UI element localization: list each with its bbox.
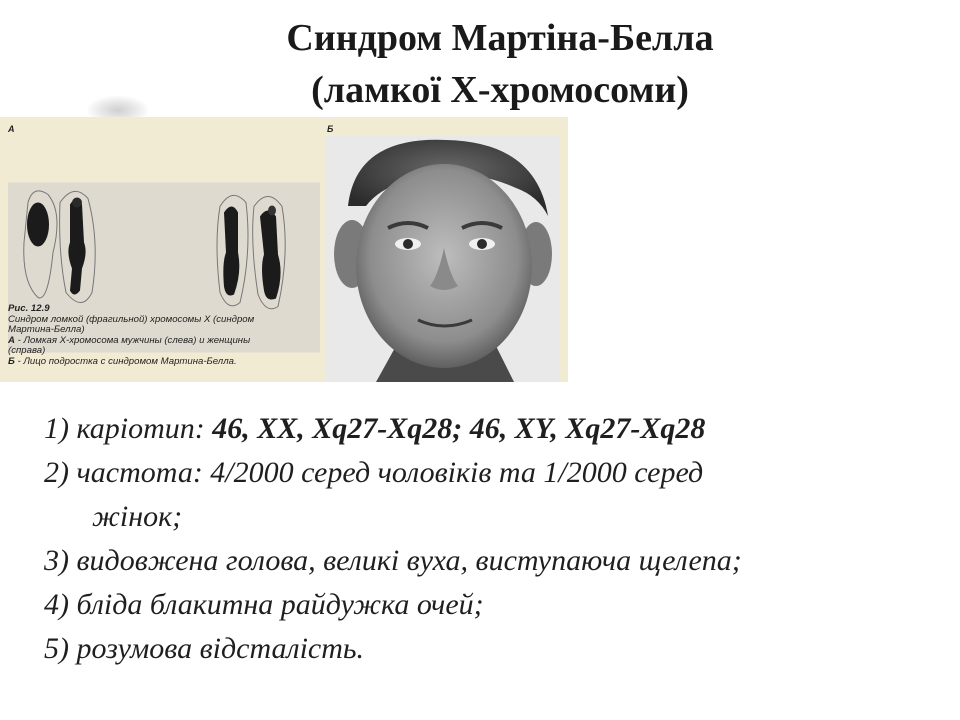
caption-line-6-letter: Б (8, 355, 15, 367)
karyotype-label: 1) каріотип: (44, 412, 213, 445)
karyotype-value: 46, XX, Xq27-Xq28; 46, XY, Xq27-Xq28 (212, 412, 706, 445)
caption-figure-number: Рис. 12.9 (8, 303, 50, 314)
list-item-frequency-continued: жінок; (92, 500, 183, 533)
chromosome-fragile-site-2 (268, 206, 276, 216)
caption-line-4 (8, 336, 326, 347)
slide-title-line-1: Синдром Мартіна-Белла (286, 17, 714, 59)
left-pupil (403, 239, 413, 249)
slide-title-line-2: (ламкої Х-хромосоми) (311, 69, 689, 111)
list-item-eye-features: 4) бліда блакитна райдужка очей; (44, 588, 484, 621)
caption-line-5: (справа) (8, 345, 46, 357)
figure-caption (8, 304, 326, 368)
right-pupil (477, 239, 487, 249)
list-item-frequency: 2) частота: 4/2000 серед чоловіків та 1/2000 серед (44, 456, 704, 489)
panel-label-a: А (8, 124, 15, 134)
syndrome-features-list (44, 407, 944, 671)
list-item-head-features: 3) видовжена голова, великі вуха, виступаюча щелепа; (44, 544, 742, 577)
list-item-intellectual: 5) розумова відсталість. (44, 632, 365, 665)
panel-label-b: Б (327, 124, 334, 134)
chromosome-fragile-site-1 (72, 198, 82, 208)
caption-line-4-text: - Ломкая Х-хромосома мужчины (слева) и женщины (14, 334, 251, 346)
face-image (326, 136, 560, 382)
caption-line-2: Синдром ломкой (фрагильной) хромосомы Х (синдром (8, 313, 255, 325)
caption-line-4-letter: А (8, 334, 15, 346)
caption-line-6-text: - Лицо подростка с синдромом Мартина-Белла. (14, 355, 237, 367)
list-item-karyotype (44, 407, 944, 451)
caption-line-3: Мартина-Белла) (8, 324, 85, 336)
caption-line-6 (8, 357, 326, 368)
chromosome-male-y (27, 203, 49, 247)
teen-face-photo (326, 136, 560, 382)
figure-12-9 (0, 117, 568, 382)
